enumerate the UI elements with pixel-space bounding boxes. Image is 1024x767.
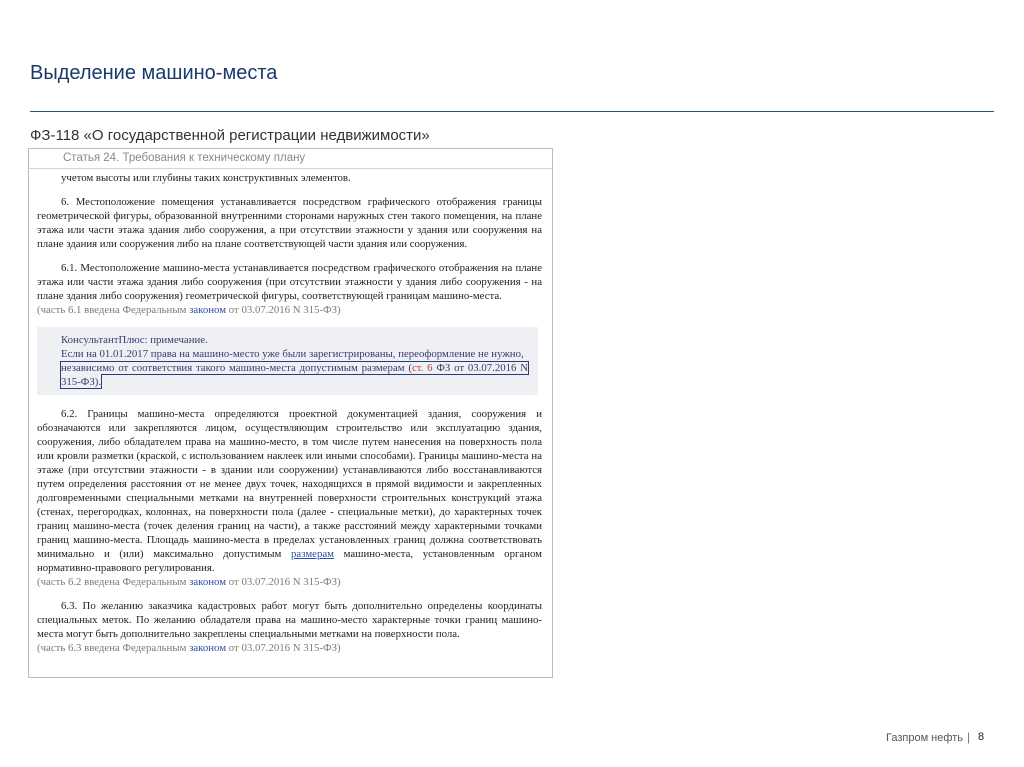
reference-text: от 03.07.2016 N 315-ФЗ): [226, 642, 341, 654]
consultant-note: [37, 327, 538, 395]
reference-text: (часть 6.1 введена Федеральным: [37, 304, 190, 316]
page-number: 8: [978, 731, 985, 743]
paragraph-text: машино-места, установленным органом нормативно-правового регулирования.: [37, 548, 542, 574]
reference-text: (часть 6.3 введена Федеральным: [37, 642, 190, 654]
law-link[interactable]: законом: [189, 304, 227, 316]
note-text: ФЗ от 03.07.2016 N 315-ФЗ).: [61, 362, 528, 388]
law-link[interactable]: законом: [189, 642, 227, 654]
paragraph-text: 6.2. Границы машино-места определяются проектной документацией здания, сооружения и обозначаются или закрепляются лицом, осуществляющим строительство или эксплуатацию здания, сооружения, либо обладателем права на машино-место, в том числе путем нанесения на поверхность пола или кровли разметки (краской, с использованием наклеек или иными способами). Границы машино-места на этаже (при отсутствии этажности - в здании или сооружении) устанавливаются либо восстанавливаются путем определения расстояния от не менее двух точек, находящихся в прямой видимости и закрепленных долговременными специальными метками на внутренней поверхности строительных конструкций этажа (стенах, перегородках, колоннах, на поверхности пола (далее - специальные метки), до характерных точек границ машино-места (точек деления границ на части), а также расстояний между характерными точками границ машино-места. Площадь машино-места в пределах установленных границ должна соответствовать минимально и (или) максимально допустимым: [37, 408, 542, 560]
document-excerpt: [28, 148, 553, 678]
note-title: КонсультантПлюс: примечание.: [61, 334, 208, 346]
slide-subtitle: ФЗ-118 «О государственной регистрации недвижимости»: [30, 127, 430, 144]
highlight-box: [61, 362, 528, 388]
law-link[interactable]: законом: [189, 576, 227, 588]
note-line: Если на 01.01.2017 права на машино-место уже были зарегистрированы, переоформление не нужно,: [61, 348, 524, 360]
size-link[interactable]: размерам: [291, 548, 334, 560]
reference-6-1: [37, 303, 542, 317]
paragraph-6: 6. Местоположение помещения устанавливается посредством графического отображения границы геометрической фигуры, образованной внутренними сторонами наружных стен такого помещения, на плане этажа или части этажа здания либо сооружения, а при отсутствии этажности у здания или сооружения на плане здания или сооружения либо на плане соответствующей части здания или сооружения.: [37, 196, 542, 250]
continuation-line: учетом высоты или глубины таких конструктивных элементов.: [61, 172, 351, 184]
article-link[interactable]: ст. 6: [411, 362, 433, 374]
reference-text: (часть 6.2 введена Федеральным: [37, 576, 190, 588]
reference-text: от 03.07.2016 N 315-ФЗ): [226, 304, 341, 316]
slide-title: Выделение машино-места: [30, 62, 278, 84]
note-text: независимо от соответствия такого машино-места допустимым размерам (: [61, 362, 412, 374]
reference-6-2: [37, 575, 542, 589]
footer-brand: Газпром нефть: [886, 732, 963, 744]
title-divider: [30, 111, 994, 112]
document-body: [37, 171, 542, 655]
footer-separator: |: [967, 730, 971, 744]
article-header: Статья 24. Требования к техническому плану: [29, 149, 552, 169]
reference-text: от 03.07.2016 N 315-ФЗ): [226, 576, 341, 588]
paragraph-6-2: [37, 407, 542, 575]
paragraph-6-3: 6.3. По желанию заказчика кадастровых работ могут быть дополнительно определены координаты специальных меток. По желанию обладателя права на машино-место характерные точки границ машино-места могут быть дополнительно закреплены специальными метками на поверхности пола.: [37, 600, 542, 640]
reference-6-3: [37, 641, 542, 655]
note-highlighted: [61, 361, 528, 389]
paragraph-6-1: 6.1. Местоположение машино-места устанавливается посредством графического отображения на плане этажа или части этажа здания либо сооружения (при отсутствии этажности у здания либо сооружения - на плане здания либо сооружения) геометрической фигуры, соответствующей границам машино-места.: [37, 262, 542, 302]
